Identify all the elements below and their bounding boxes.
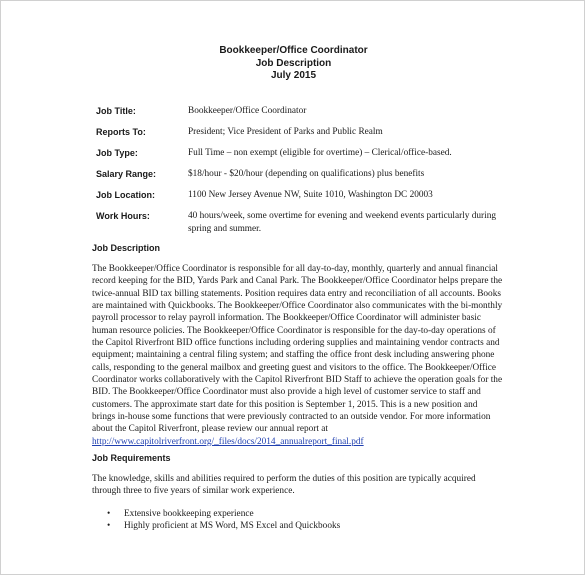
- document-title: Bookkeeper/Office Coordinator: [219, 45, 368, 56]
- info-value: President; Vice President of Parks and Public Realm: [188, 127, 383, 137]
- info-row-work-hours: [96, 210, 516, 236]
- text-line: equipment; maintaining a central filing system; and staffing the office front desk including answering phone: [92, 350, 495, 361]
- section-heading: Job Description: [92, 243, 161, 253]
- info-row-job-title: [96, 105, 516, 118]
- requirements-paragraph: [92, 473, 522, 498]
- requirements-list: [92, 508, 522, 533]
- text-line: BID. The Bookkeeper/Office Coordinator must also provide a high level of customer service to staff and: [92, 387, 481, 398]
- text-line: record keeping for the BID, Yards Park and Canal Park. The Bookkeeper/Office Coordinator helps prepare the: [92, 276, 503, 287]
- document-date: July 2015: [270, 70, 317, 81]
- list-item: [92, 508, 522, 521]
- text-line: The knowledge, skills and abilities required to perform the duties of this position are typically acquired: [92, 474, 476, 484]
- text-line: payroll processor to relay payroll information. The Bookkeeper/Office Coordinator will administer basic: [92, 313, 481, 324]
- text-line: the Capitol Riverfront BID office functions including ordering supplies and maintaining vendor contracts and: [92, 338, 500, 349]
- info-value: 1100 New Jersey Avenue NW, Suite 1010, Washington DC 20003: [188, 190, 433, 200]
- text-line: brings in-house some functions that were previously contracted to an outside vendor. For more information: [92, 412, 491, 423]
- annual-report-link[interactable]: http://www.capitolriverfront.org/_files/docs/2014_annualreport_final.pdf: [92, 436, 364, 447]
- bullet-icon: •: [107, 508, 111, 519]
- job-info-table: [96, 105, 516, 244]
- bullet-icon: •: [107, 521, 111, 532]
- info-row-job-type: [96, 147, 516, 160]
- info-label: Job Location:: [96, 190, 155, 200]
- info-value: Bookkeeper/Office Coordinator: [188, 106, 307, 116]
- info-label: Reports To:: [96, 127, 146, 137]
- text-line: Coordinator works collaboratively with the Capitol Riverfront BID Staff to achieve the operation goals for the: [92, 375, 503, 386]
- text-line: twice-annual BID tax billing statements. Position requires data entry and reconciliation of all accounts. Books: [92, 288, 501, 299]
- info-label: Work Hours:: [96, 211, 150, 221]
- info-value-line: spring and summer.: [188, 224, 262, 234]
- list-item-text: Extensive bookkeeping experience: [124, 508, 254, 519]
- list-item-text: Highly proficient at MS Word, MS Excel and Quickbooks: [124, 521, 341, 532]
- info-row-reports-to: [96, 126, 516, 139]
- document-subtitle: Job Description: [255, 57, 332, 69]
- text-line: calls, responding to the general mailbox and greeting guest and visitors to the office. The Bookkeeper/Office: [92, 362, 497, 373]
- description-paragraph: [92, 263, 522, 448]
- job-requirements-section: [92, 452, 522, 533]
- text-line: human resource policies. The Bookkeeper/Office Coordinator is responsible for the day-to-day operations of: [92, 325, 496, 336]
- info-value: [188, 210, 516, 236]
- list-item: [92, 520, 522, 533]
- info-value-line: 40 hours/week, some overtime for evening and weekend events particularly during: [188, 211, 496, 221]
- info-row-job-location: [96, 189, 516, 202]
- document-header: [1, 45, 585, 83]
- info-row-salary-range: [96, 168, 516, 181]
- info-value: Full Time – non exempt (eligible for overtime) – Clerical/office-based.: [188, 148, 452, 158]
- info-value: $18/hour - $20/hour (depending on qualifications) plus benefits: [188, 169, 425, 179]
- info-label: Job Title:: [96, 106, 136, 116]
- job-description-section: [92, 242, 522, 448]
- info-label: Job Type:: [96, 148, 138, 158]
- section-heading: Job Requirements: [92, 453, 171, 463]
- text-line: The Bookkeeper/Office Coordinator is responsible for all day-to-day, monthly, quarterly and annual financial: [92, 264, 499, 274]
- text-line: are maintained with Quickbooks. The Bookkeeper/Office Coordinator also communicates with the bi-monthly: [92, 301, 503, 312]
- text-line: through three to five years of similar work experience.: [92, 486, 295, 497]
- info-label: Salary Range:: [96, 169, 157, 179]
- text-line: about the Capitol Riverfront, please review our annual report at: [92, 424, 328, 435]
- text-line: customers. The approximate start date for this position is September 1, 2015. This is a new position and: [92, 399, 478, 410]
